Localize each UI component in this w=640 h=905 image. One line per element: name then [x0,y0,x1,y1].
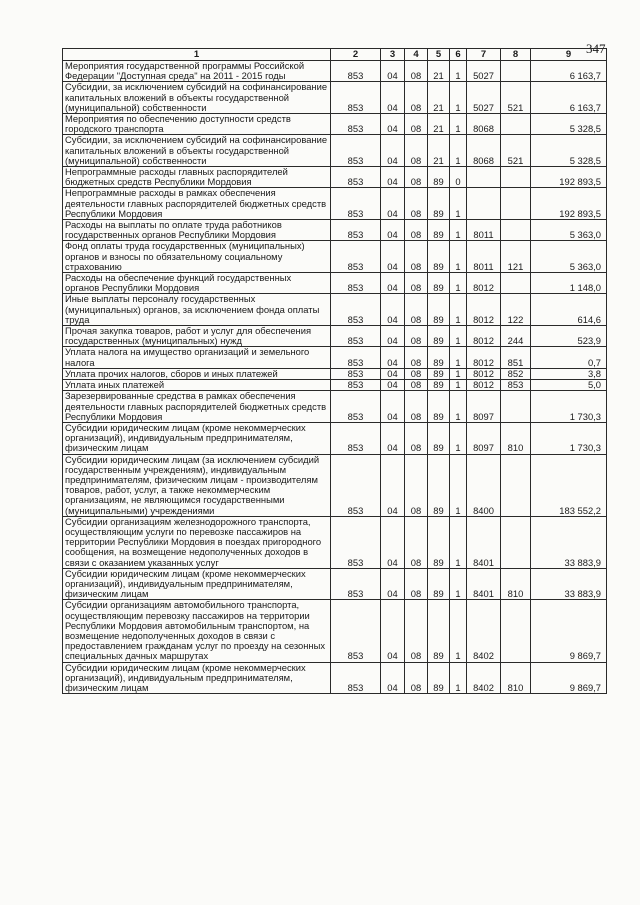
table-body [63,61,607,694]
header-cell: 5 [428,49,450,61]
amount-cell: 5 363,0 [531,241,607,273]
program-cell: 89 [428,220,450,241]
expense-type-cell [501,516,531,568]
target-item-cell: 8097 [467,422,501,454]
amount-cell: 5 363,0 [531,220,607,241]
program-cell: 89 [428,241,450,273]
kvsr-cell: 853 [331,391,381,423]
program-cell: 21 [428,61,450,82]
subsection-cell: 08 [405,273,428,294]
expense-type-cell: 521 [501,135,531,167]
section-cell: 04 [381,188,405,220]
kvsr-cell: 853 [331,368,381,379]
amount-cell: 192 893,5 [531,188,607,220]
subsection-cell: 08 [405,347,428,368]
amount-cell: 0,7 [531,347,607,368]
program-cell: 89 [428,380,450,391]
row-name-cell: Субсидии юридическим лицам (за исключением субсидий государственным учреждениям), индивидуальным предпринимателям, физическим лицам - производителям товаров, работ, услуг, а также некоммерческим организациям, не являющимся государственными (муниципальными) учреждениями [63,454,331,516]
program-cell: 89 [428,188,450,220]
target-item-cell: 8012 [467,347,501,368]
amount-cell: 33 883,9 [531,568,607,600]
row-name-cell: Уплата иных платежей [63,380,331,391]
table-row [63,368,607,379]
header-cell: 1 [63,49,331,61]
row-name-cell: Иные выплаты персоналу государственных (муниципальных) органов, за исключением фонда оплаты труда [63,294,331,326]
row-name-cell: Субсидии юридическим лицам (кроме некоммерческих организаций), индивидуальным предпринимателям, физическим лицам [63,422,331,454]
expense-type-cell [501,273,531,294]
target-item-cell: 8012 [467,273,501,294]
expense-type-cell: 121 [501,241,531,273]
row-name-cell: Зарезервированные средства в рамках обеспечения деятельности главных распорядителей бюджетных средств Республики Мордовия [63,391,331,423]
program-cell: 21 [428,135,450,167]
subsection-cell: 08 [405,135,428,167]
program-cell: 89 [428,568,450,600]
subprogram-cell: 1 [450,114,467,135]
target-item-cell: 8097 [467,391,501,423]
subsection-cell: 08 [405,380,428,391]
kvsr-cell: 853 [331,294,381,326]
kvsr-cell: 853 [331,380,381,391]
page-number: 347 [586,41,606,56]
section-cell: 04 [381,61,405,82]
section-cell: 04 [381,294,405,326]
table-row [63,114,607,135]
row-name-cell: Субсидии, за исключением субсидий на софинансирование капитальных вложений в объекты государственной (муниципальной) собственности [63,135,331,167]
header-cell: 2 [331,49,381,61]
expense-type-cell [501,114,531,135]
section-cell: 04 [381,114,405,135]
section-cell: 04 [381,135,405,167]
expense-type-cell: 810 [501,662,531,694]
target-item-cell: 8402 [467,662,501,694]
subsection-cell: 08 [405,220,428,241]
target-item-cell: 8068 [467,135,501,167]
section-cell: 04 [381,391,405,423]
amount-cell: 183 552,2 [531,454,607,516]
section-cell: 04 [381,220,405,241]
table-row [63,135,607,167]
table-row [63,568,607,600]
target-item-cell [467,188,501,220]
subprogram-cell: 1 [450,391,467,423]
kvsr-cell: 853 [331,662,381,694]
program-cell: 89 [428,422,450,454]
target-item-cell: 5027 [467,61,501,82]
subprogram-cell: 1 [450,61,467,82]
expense-type-cell: 122 [501,294,531,326]
program-cell: 89 [428,294,450,326]
subprogram-cell: 1 [450,422,467,454]
amount-cell: 1 730,3 [531,391,607,423]
kvsr-cell: 853 [331,114,381,135]
amount-cell: 33 883,9 [531,516,607,568]
subsection-cell: 08 [405,188,428,220]
subsection-cell: 08 [405,241,428,273]
amount-cell: 9 869,7 [531,600,607,662]
subsection-cell: 08 [405,294,428,326]
program-cell: 89 [428,600,450,662]
subsection-cell: 08 [405,568,428,600]
target-item-cell: 5027 [467,82,501,114]
kvsr-cell: 853 [331,422,381,454]
expense-type-cell [501,167,531,188]
table-row [63,273,607,294]
subsection-cell: 08 [405,167,428,188]
amount-cell: 5 328,5 [531,135,607,167]
section-cell: 04 [381,273,405,294]
table-row [63,391,607,423]
subsection-cell: 08 [405,516,428,568]
program-cell: 21 [428,114,450,135]
section-cell: 04 [381,241,405,273]
target-item-cell: 8012 [467,294,501,326]
kvsr-cell: 853 [331,568,381,600]
row-name-cell: Фонд оплаты труда государственных (муниципальных) органов и взносы по обязательному социальному страхованию [63,241,331,273]
table-row [63,188,607,220]
subprogram-cell: 1 [450,368,467,379]
subprogram-cell: 1 [450,347,467,368]
table-row [63,61,607,82]
kvsr-cell: 853 [331,600,381,662]
amount-cell: 6 163,7 [531,61,607,82]
kvsr-cell: 853 [331,167,381,188]
budget-table [62,48,607,694]
subsection-cell: 08 [405,82,428,114]
target-item-cell: 8012 [467,368,501,379]
amount-cell: 3,8 [531,368,607,379]
header-cell: 9 [531,49,607,61]
amount-cell: 5,0 [531,380,607,391]
amount-cell: 6 163,7 [531,82,607,114]
kvsr-cell: 853 [331,454,381,516]
section-cell: 04 [381,326,405,347]
program-cell: 21 [428,82,450,114]
target-item-cell: 8011 [467,241,501,273]
subprogram-cell: 1 [450,568,467,600]
kvsr-cell: 853 [331,220,381,241]
program-cell: 89 [428,454,450,516]
subprogram-cell: 1 [450,600,467,662]
amount-cell: 192 893,5 [531,167,607,188]
row-name-cell: Субсидии организациям железнодорожного транспорта, осуществляющим услуги по перевозке пассажиров на территории Республики Мордовия в поездах пригородного сообщения, на возмещение недополученных доходов в связи с оказанием указанных услуг [63,516,331,568]
target-item-cell: 8401 [467,516,501,568]
section-cell: 04 [381,380,405,391]
section-cell: 04 [381,422,405,454]
kvsr-cell: 853 [331,326,381,347]
table-row [63,241,607,273]
expense-type-cell [501,600,531,662]
kvsr-cell: 853 [331,516,381,568]
subsection-cell: 08 [405,662,428,694]
row-name-cell: Расходы на выплаты по оплате труда работников государственных органов Республики Мордовия [63,220,331,241]
program-cell: 89 [428,516,450,568]
row-name-cell: Непрограммные расходы главных распорядителей бюджетных средств Республики Мордовия [63,167,331,188]
header-cell: 4 [405,49,428,61]
target-item-cell: 8400 [467,454,501,516]
subsection-cell: 08 [405,368,428,379]
table-row [63,380,607,391]
kvsr-cell: 853 [331,135,381,167]
section-cell: 04 [381,347,405,368]
header-cell: 7 [467,49,501,61]
section-cell: 04 [381,600,405,662]
kvsr-cell: 853 [331,273,381,294]
subsection-cell: 08 [405,326,428,347]
subprogram-cell: 1 [450,241,467,273]
section-cell: 04 [381,368,405,379]
subsection-cell: 08 [405,600,428,662]
program-cell: 89 [428,273,450,294]
subprogram-cell: 0 [450,167,467,188]
amount-cell: 9 869,7 [531,662,607,694]
table-row [63,662,607,694]
section-cell: 04 [381,82,405,114]
expense-type-cell [501,220,531,241]
target-item-cell: 8012 [467,326,501,347]
kvsr-cell: 853 [331,188,381,220]
table-row [63,82,607,114]
section-cell: 04 [381,662,405,694]
amount-cell: 1 148,0 [531,273,607,294]
row-name-cell: Уплата налога на имущество организаций и земельного налога [63,347,331,368]
kvsr-cell: 853 [331,61,381,82]
subprogram-cell: 1 [450,220,467,241]
row-name-cell: Субсидии организациям автомобильного транспорта, осуществляющим перевозку пассажиров на территории Республики Мордовия автомобильным транспортом, на возмещение недополученных доходов в связи с предоставлением гражданам услуг по проезду на сезонных специальных дачных маршрутах [63,600,331,662]
table-row [63,326,607,347]
expense-type-cell [501,61,531,82]
subsection-cell: 08 [405,422,428,454]
row-name-cell: Непрограммные расходы в рамках обеспечения деятельности главных распорядителей бюджетных средств Республики Мордовия [63,188,331,220]
row-name-cell: Мероприятия государственной программы Российской Федерации "Доступная среда" на 2011 - 2015 годы [63,61,331,82]
table-row [63,220,607,241]
subprogram-cell: 1 [450,454,467,516]
subsection-cell: 08 [405,61,428,82]
kvsr-cell: 853 [331,82,381,114]
expense-type-cell: 521 [501,82,531,114]
subsection-cell: 08 [405,391,428,423]
amount-cell: 1 730,3 [531,422,607,454]
subprogram-cell: 1 [450,516,467,568]
section-cell: 04 [381,568,405,600]
header-cell: 6 [450,49,467,61]
row-name-cell: Мероприятия по обеспечению доступности средств городского транспорта [63,114,331,135]
section-cell: 04 [381,454,405,516]
subprogram-cell: 1 [450,82,467,114]
table-row [63,600,607,662]
program-cell: 89 [428,347,450,368]
expense-type-cell: 853 [501,380,531,391]
amount-cell: 523,9 [531,326,607,347]
kvsr-cell: 853 [331,347,381,368]
section-cell: 04 [381,167,405,188]
program-cell: 89 [428,391,450,423]
target-item-cell [467,167,501,188]
expense-type-cell [501,188,531,220]
section-cell: 04 [381,516,405,568]
header-cell: 8 [501,49,531,61]
subprogram-cell: 1 [450,135,467,167]
table-row [63,454,607,516]
target-item-cell: 8402 [467,600,501,662]
subsection-cell: 08 [405,114,428,135]
row-name-cell: Субсидии, за исключением субсидий на софинансирование капитальных вложений в объекты государственной (муниципальной) собственности [63,82,331,114]
target-item-cell: 8068 [467,114,501,135]
header-cell: 3 [381,49,405,61]
amount-cell: 5 328,5 [531,114,607,135]
expense-type-cell: 244 [501,326,531,347]
expense-type-cell: 852 [501,368,531,379]
amount-cell: 614,6 [531,294,607,326]
table-header-row [63,49,607,61]
subprogram-cell: 1 [450,294,467,326]
expense-type-cell [501,391,531,423]
subprogram-cell: 1 [450,326,467,347]
table-row [63,516,607,568]
program-cell: 89 [428,167,450,188]
row-name-cell: Субсидии юридическим лицам (кроме некоммерческих организаций), индивидуальным предпринимателям, физическим лицам [63,662,331,694]
subsection-cell: 08 [405,454,428,516]
table-row [63,294,607,326]
subprogram-cell: 1 [450,662,467,694]
target-item-cell: 8401 [467,568,501,600]
row-name-cell: Расходы на обеспечение функций государственных органов Республики Мордовия [63,273,331,294]
program-cell: 89 [428,662,450,694]
table-row [63,347,607,368]
target-item-cell: 8011 [467,220,501,241]
program-cell: 89 [428,368,450,379]
row-name-cell: Субсидии юридическим лицам (кроме некоммерческих организаций), индивидуальным предпринимателям, физическим лицам [63,568,331,600]
expense-type-cell: 810 [501,422,531,454]
table-row [63,167,607,188]
expense-type-cell: 851 [501,347,531,368]
expense-type-cell [501,454,531,516]
row-name-cell: Уплата прочих налогов, сборов и иных платежей [63,368,331,379]
subprogram-cell: 1 [450,380,467,391]
program-cell: 89 [428,326,450,347]
table-row [63,422,607,454]
subprogram-cell: 1 [450,188,467,220]
subprogram-cell: 1 [450,273,467,294]
row-name-cell: Прочая закупка товаров, работ и услуг для обеспечения государственных (муниципальных) нужд [63,326,331,347]
expense-type-cell: 810 [501,568,531,600]
target-item-cell: 8012 [467,380,501,391]
kvsr-cell: 853 [331,241,381,273]
